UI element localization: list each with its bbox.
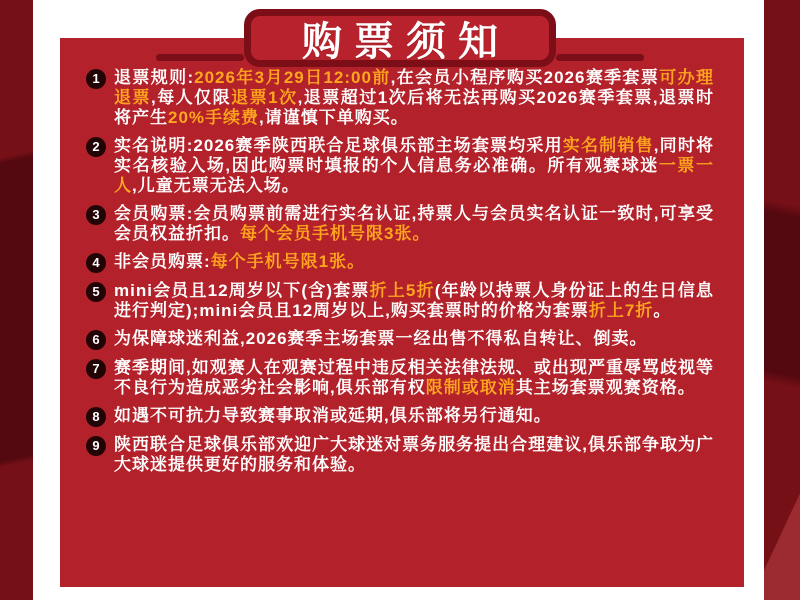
plain-text: 实名说明:2026赛季陕西联合足球俱乐部主场套票均采用 <box>114 136 563 155</box>
item-number-badge: 4 <box>86 253 106 273</box>
notice-text <box>114 358 714 398</box>
plain-text: 如遇不可抗力导致赛事取消或延期,俱乐部将另行通知。 <box>114 406 552 425</box>
notice-text <box>114 435 714 475</box>
notice-text <box>114 406 552 426</box>
plain-text: ,同时将实名核验入场,因此购票时填报的个人信息务必准确。所有观赛球迷 <box>114 136 715 175</box>
notice-text <box>114 204 714 244</box>
plain-text: ,请谨慎下单购买。 <box>259 108 409 127</box>
left-decor-strip <box>0 0 33 600</box>
notice-item <box>86 281 714 321</box>
plain-text: 非会员购票: <box>114 252 211 271</box>
plain-text: ,在会员小程序购买2026赛季套票 <box>390 68 660 87</box>
notice-panel <box>60 38 744 587</box>
notice-text <box>114 68 714 128</box>
highlight-text: 限制或取消 <box>425 378 516 397</box>
notice-item <box>86 406 714 427</box>
title-banner <box>244 9 556 67</box>
notice-text <box>114 252 365 272</box>
item-number-badge: 2 <box>86 137 106 157</box>
highlight-text: 退票1次 <box>231 88 298 107</box>
plain-text: 为保障球迷利益,2026赛季主场套票一经出售不得私自转让、倒卖。 <box>114 329 648 348</box>
highlight-text: 折上7折 <box>588 301 654 320</box>
highlight-text: 实名制销售 <box>562 136 654 155</box>
notice-item <box>86 435 714 475</box>
plain-text: ,每人仅限 <box>150 88 232 107</box>
plain-text: 赛季期间,如观赛人在观赛过程中违反相关法律法规、或出现严重辱骂歧视等不良行为造成恶劣社会影响,俱乐部有权 <box>114 358 714 397</box>
highlight-text: 每个手机号限1张。 <box>210 252 366 271</box>
plain-text: 退票规则: <box>114 68 195 87</box>
plain-text: 会员购票:会员购票前需进行实名认证,持票人与会员实名认证一致时,可享受会员权益折扣。 <box>114 204 714 243</box>
notice-text <box>114 281 714 321</box>
plain-text: 。 <box>653 301 672 320</box>
notice-list <box>60 38 744 587</box>
item-number-badge: 5 <box>86 282 106 302</box>
right-decor-strip <box>764 0 800 600</box>
highlight-text: 折上5折 <box>369 281 435 300</box>
plain-text: ,儿童无票无法入场。 <box>132 176 300 195</box>
plain-text: 其主场套票观赛资格。 <box>515 378 696 397</box>
notice-item <box>86 136 714 196</box>
item-number-badge: 6 <box>86 330 106 350</box>
notice-text <box>114 329 648 349</box>
highlight-text: 2026年3月29日12:00前 <box>194 68 391 87</box>
notice-item <box>86 204 714 244</box>
highlight-text: 一票一人 <box>114 156 715 195</box>
highlight-text: 可办理退票 <box>114 68 715 107</box>
page-title: 购票须知 <box>302 19 510 64</box>
item-number-badge: 9 <box>86 436 106 456</box>
plain-text: ,退票超过1次后将无法再购买2026赛季套票,退票时将产生 <box>114 88 714 127</box>
plain-text: 陕西联合足球俱乐部欢迎广大球迷对票务服务提出合理建议,俱乐部争取为广大球迷提供更好的服务和体验。 <box>114 435 714 474</box>
highlight-text: 20%手续费 <box>168 108 260 127</box>
plain-text: mini会员且12周岁以下(含)套票 <box>114 281 370 300</box>
plain-text: (年龄以持票人身份证上的生日信息进行判定);mini会员且12周岁以上,购买套票时的价格为套票 <box>114 281 714 320</box>
item-number-badge: 3 <box>86 205 106 225</box>
notice-item <box>86 329 714 350</box>
notice-item <box>86 68 714 128</box>
notice-item <box>86 252 714 273</box>
notice-item <box>86 358 714 398</box>
notice-text <box>114 136 714 196</box>
item-number-badge: 8 <box>86 407 106 427</box>
highlight-text: 每个会员手机号限3张。 <box>240 224 431 243</box>
item-number-badge: 1 <box>86 69 106 89</box>
item-number-badge: 7 <box>86 359 106 379</box>
